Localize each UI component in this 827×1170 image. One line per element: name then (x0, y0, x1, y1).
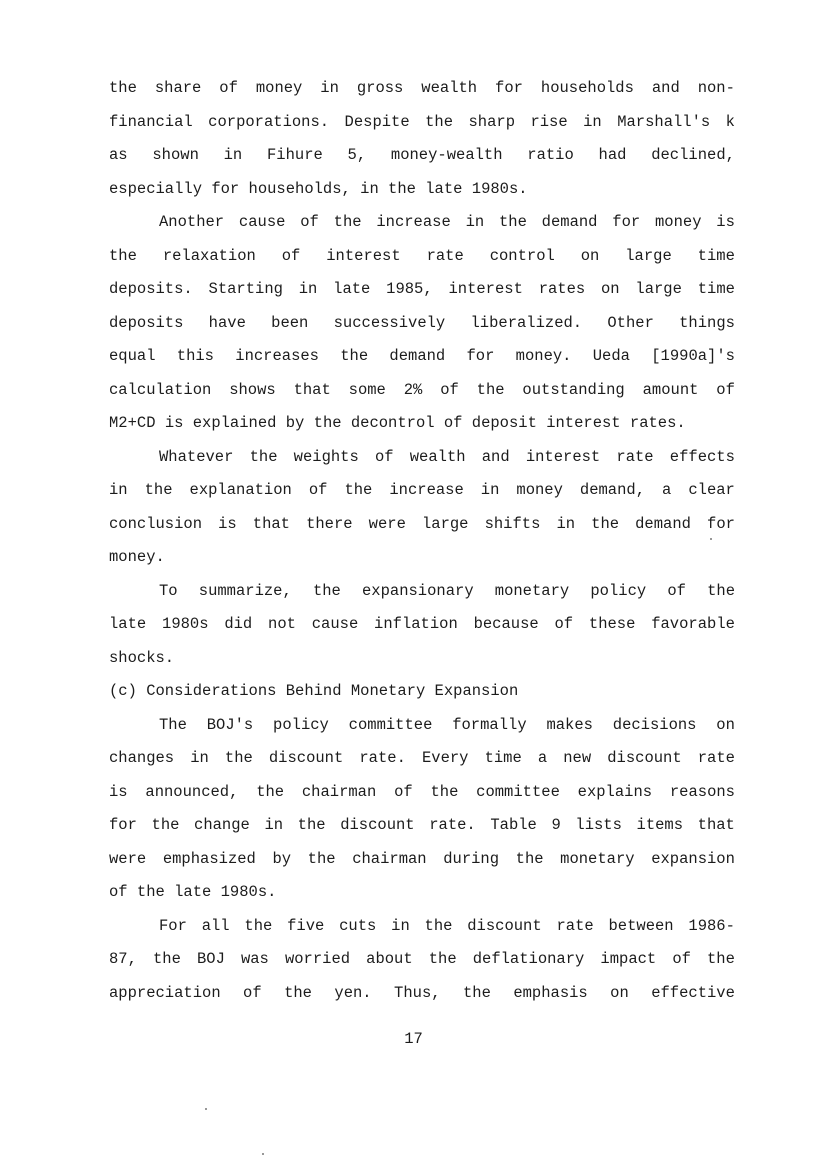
text-line: late 1980s did not cause inflation because of these favorable (109, 615, 735, 633)
scan-speck (710, 538, 712, 540)
text-line: for the change in the discount rate. Table 9 lists items that (109, 816, 735, 834)
text-line: in the explanation of the increase in money demand, a clear (109, 481, 735, 499)
text-line: changes in the discount rate. Every time a new discount rate (109, 749, 735, 767)
text-line: money. (109, 548, 165, 566)
text-line: deposits have been successively liberalized. Other things (109, 313, 735, 332)
text-line: M2+CD is explained by the decontrol of deposit interest rates. (109, 414, 686, 432)
paragraph (109, 72, 735, 206)
text-line: shocks. (109, 648, 175, 667)
text-line: For all the five cuts in the discount rate between 1986- (159, 916, 735, 935)
text-line: the share of money in gross wealth for households and non- (109, 79, 735, 97)
text-line: The BOJ's policy committee formally makes decisions on (159, 715, 735, 734)
paragraph (109, 441, 735, 575)
text-line: equal this increases the demand for money. Ueda [1990a]'s (109, 347, 735, 365)
text-line: appreciation of the yen. Thus, the emphasis on effective (109, 983, 735, 1002)
text-line: deposits. Starting in late 1985, interest rates on large time (109, 280, 735, 298)
paragraph (109, 575, 735, 676)
text-line: Whatever the weights of wealth and interest rate effects (159, 447, 735, 466)
text-line: the relaxation of interest rate control on large time (109, 246, 735, 265)
text-line: of the late 1980s. (109, 883, 277, 901)
text-line: Another cause of the increase in the demand for money is (159, 213, 735, 231)
text-line: especially for households, in the late 1980s. (109, 179, 528, 198)
scan-speck (262, 1153, 264, 1155)
paragraph (109, 709, 735, 910)
page-number: 17 (404, 1030, 423, 1048)
paragraph (109, 206, 735, 441)
scan-speck (205, 1108, 207, 1110)
text-line: conclusion is that there were large shifts in the demand for (109, 514, 735, 533)
text-line: financial corporations. Despite the sharp rise in Marshall's k (109, 112, 735, 131)
text-line: To summarize, the expansionary monetary policy of the (159, 581, 735, 600)
text-line: is announced, the chairman of the committee explains reasons (109, 782, 735, 801)
section-heading: (c) Considerations Behind Monetary Expansion (109, 682, 519, 700)
paragraph (109, 910, 735, 1011)
text-line: 87, the BOJ was worried about the deflationary impact of the (109, 950, 735, 968)
text-line: as shown in Fihure 5, money-wealth ratio had declined, (109, 146, 735, 164)
text-line: calculation shows that some 2% of the outstanding amount of (109, 380, 735, 399)
text-line: were emphasized by the chairman during the monetary expansion (109, 849, 735, 868)
